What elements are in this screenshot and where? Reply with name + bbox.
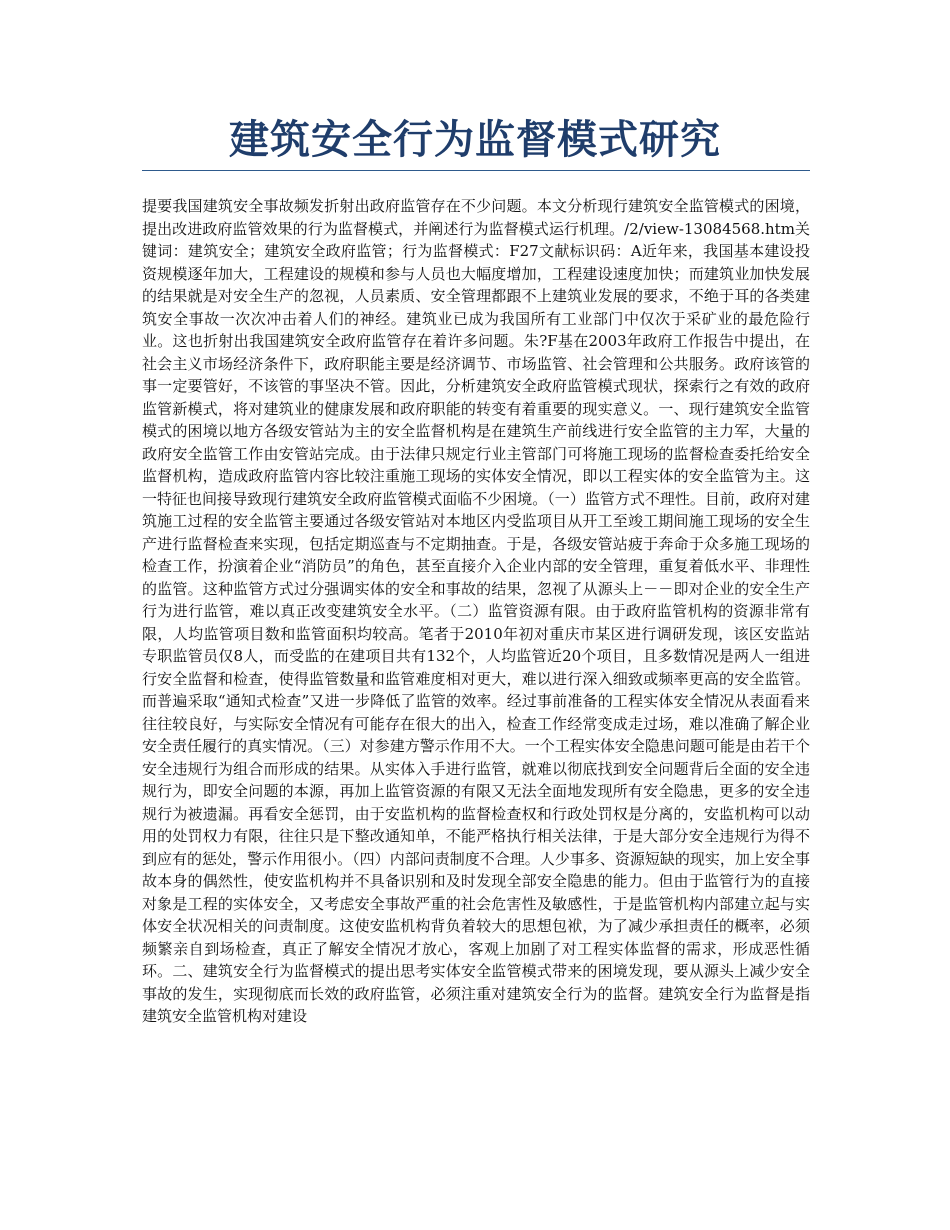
document-title: 建筑安全行为监督模式研究 xyxy=(229,117,721,163)
title-divider xyxy=(142,170,810,171)
document-body: 提要我国建筑安全事故频发折射出政府监管存在不少问题。本文分析现行建筑安全监管模式的困境，提出改进政府监管效果的行为监督模式，并阐述行为监督模式运行机理。/2/view-13084568.htm关键词：建筑安全；建筑安全政府监管；行为监督模式：F27文献标识码：A近年来，我国基本建设投资规模逐年加大，工程建设的规模和参与人员也大幅度增加，工程建设速度加快；而建筑业加快发展的结果就是对安全生产的忽视，人员素质、安全管理都跟不上建筑业发展的要求，不绝于耳的各类建筑安全事故一次次冲击着人们的神经。建筑业已成为我国所有工业部门中仅次于采矿业的最危险行业。这也折射出我国建筑安全政府监管存在着许多问题。朱?F基在2003年政府工作报告中提出，在社会主义市场经济条件下，政府职能主要是经济调节、市场监管、社会管理和公共服务。政府该管的事一定要管好，不该管的事坚决不管。因此，分析建筑安全政府监管模式现状，探索行之有效的政府监管新模式，将对建筑业的健康发展和政府职能的转变有着重要的现实意义。一、现行建筑安全监管模式的困境以地方各级安管站为主的安全监督机构是在建筑生产前线进行安全监管的主力军，大量的政府安全监管工作由安管站完成。由于法律只规定行业主管部门可将施工现场的监督检查委托给安全监督机构，造成政府监管内容比较注重施工现场的实体安全情况，即以工程实体的安全监管为主。这一特征也间接导致现行建筑安全政府监管模式面临不少困境。（一）监管方式不理性。目前，政府对建筑施工过程的安全监管主要通过各级安管站对本地区内受监项目从开工至竣工期间施工现场的安全生产进行监督检查来实现，包括定期巡查与不定期抽查。于是，各级安管站疲于奔命于众多施工现场的检查工作，扮演着企业“消防员”的角色，甚至直接介入企业内部的安全管理，重复着低水平、非理性的监管。这种监管方式过分强调实体的安全和事故的结果，忽视了从源头上－－即对企业的安全生产行为进行监管，难以真正改变建筑安全水平。（二）监管资源有限。由于政府监管机构的资源非常有限，人均监管项目数和监管面积均较高。笔者于2010年初对重庆市某区进行调研发现，该区安监站专职监管员仅8人，而受监的在建项目共有132个，人均监管近20个项目，且多数情况是两人一组进行安全监督和检查，使得监管数量和监管难度相对更大，难以进行深入细致或频率更高的安全监管。而普遍采取“通知式检查”又进一步降低了监管的效率。经过事前准备的工程实体安全情况从表面看来往往较良好，与实际安全情况有可能存在很大的出入，检查工作经常变成走过场，难以准确了解企业安全责任履行的真实情况。（三）对参建方警示作用不大。一个工程实体安全隐患问题可能是由若干个安全违规行为组合而形成的结果。从实体入手进行监管，就难以彻底找到安全问题背后全面的安全违规行为，即安全问题的本源，再加上监管资源的有限又无法全面地发现所有安全隐患，更多的安全违规行为被遗漏。再看安全惩罚，由于安监机构的监督检查权和行政处罚权是分离的，安监机构可以动用的处罚权力有限，往往只是下整改通知单，不能严格执行相关法律，于是大部分安全违规行为得不到应有的惩处，警示作用很小。（四）内部问责制度不合理。人少事多、资源短缺的现实，加上安全事故本身的偶然性，使安监机构并不具备识别和及时发现全部安全隐患的能力。但由于监管行为的直接对象是工程的实体安全，又考虑安全事故严重的社会危害性及敏感性，于是监管机构内部建立起与实体安全状况相关的问责制度。这使安监机构背负着较大的思想包袱，为了减少承担责任的概率，必须频繁亲自到场检查，真正了解安全情况才放心，客观上加剧了对工程实体监督的需求，形成恶性循环。二、建筑安全行为监督模式的提出思考实体安全监管模式带来的困境发现，要从源头上减少安全事故的发生，实现彻底而长效的政府监管，必须注重对建筑安全行为的监督。建筑安全行为监督是指建筑安全监管机构对建设 xyxy=(142,197,810,1025)
